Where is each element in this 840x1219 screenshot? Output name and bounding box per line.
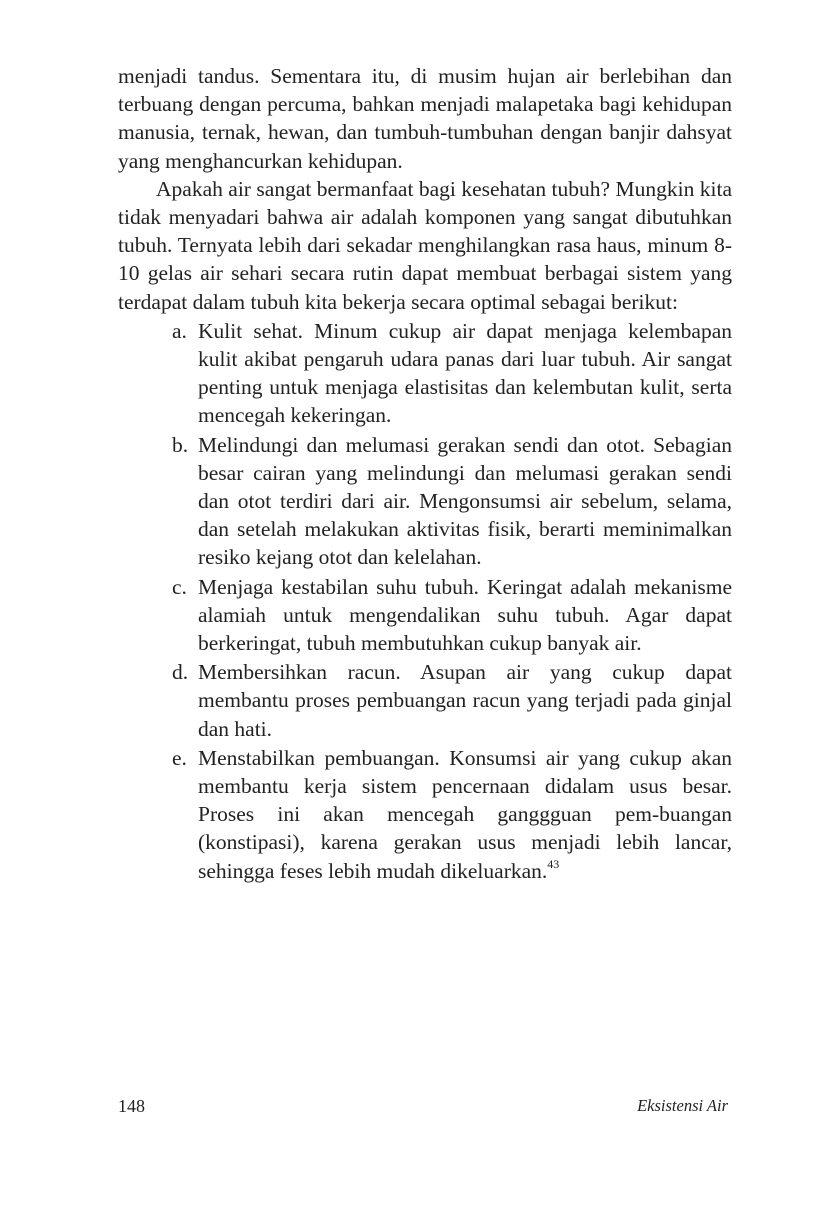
list-marker: e. bbox=[172, 745, 187, 770]
running-title: Eksistensi Air bbox=[637, 1096, 728, 1115]
list-marker: b. bbox=[172, 432, 189, 457]
list-item bbox=[118, 431, 732, 572]
list-item bbox=[118, 744, 732, 885]
page-number: 148 bbox=[118, 1096, 145, 1116]
list-marker: d. bbox=[172, 660, 189, 685]
list-item-text: Kulit sehat. Minum cukup air dapat menjaga kelembapan kulit akibat pengaruh udara panas dari luar tubuh. Air sangat penting untuk menjaga elastisitas dan kelembutan kulit, serta mencegah kekeringan. bbox=[198, 318, 732, 428]
list-item bbox=[118, 658, 732, 743]
page-body bbox=[118, 62, 732, 885]
list-item-text: Menstabilkan pembuangan. Konsumsi air yang cukup akan membantu kerja sistem pencernaan didalam usus besar. Proses ini akan mencegah ganggguan pem-buangan (konstipasi), karena gerakan usus menjadi lebih lancar, sehingga feses lebih mudah dikeluarkan. bbox=[198, 745, 732, 883]
list-item-text: Melindungi dan melumasi gerakan sendi dan otot. Sebagian besar cairan yang melindungi dan melumasi gerakan sendi dan otot terdiri dari air. Mengonsumsi air sebelum, selama, dan setelah melakukan aktivitas fisik, berarti meminimalkan resiko kejang otot dan kelelahan. bbox=[198, 432, 732, 570]
list-marker: a. bbox=[172, 318, 187, 343]
list-item bbox=[118, 317, 732, 430]
footnote-reference[interactable]: 43 bbox=[547, 856, 560, 871]
list-marker: c. bbox=[172, 574, 187, 599]
paragraph-1: menjadi tandus. Sementara itu, di musim hujan air berlebihan dan terbuang dengan percuma, bahkan menjadi malapetaka bagi kehidupan manusia, ternak, hewan, dan tumbuh-tumbuhan dengan banjir dahsyat yang menghancurkan kehidupan. bbox=[118, 64, 732, 173]
list-item bbox=[118, 573, 732, 658]
benefit-list bbox=[118, 317, 732, 885]
list-item-text: Membersihkan racun. Asupan air yang cukup dapat membantu proses pembuangan racun yang terjadi pada ginjal dan hati. bbox=[198, 660, 732, 741]
list-item-text: Menjaga kestabilan suhu tubuh. Keringat adalah mekanisme alamiah untuk mengendalikan suhu tubuh. Agar dapat berkeringat, tubuh membutuhkan cukup banyak air. bbox=[198, 574, 732, 656]
paragraph-2: Apakah air sangat bermanfaat bagi kesehatan tubuh? Mungkin kita tidak menyadari bahwa air adalah komponen yang sangat dibutuhkan tubuh. Ternyata lebih dari sekadar menghilangkan rasa haus, minum 8-10 gelas air sehari secara rutin dapat membuat berbagai sistem yang terdapat dalam tubuh kita bekerja secara optimal sebagai berikut: bbox=[118, 176, 732, 314]
page-footer bbox=[118, 1096, 732, 1122]
